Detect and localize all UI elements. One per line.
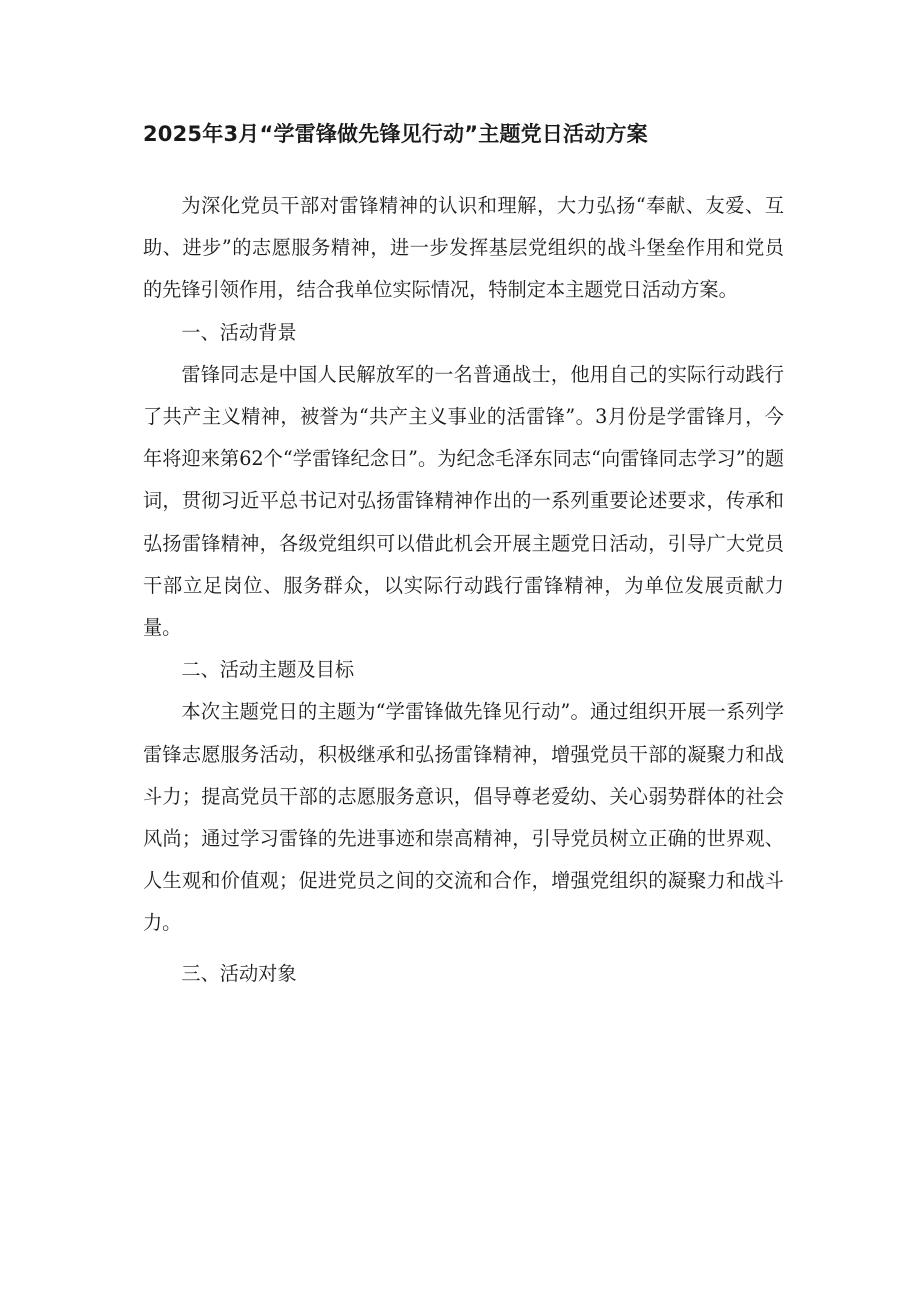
section-body-background: 雷锋同志是中国人民解放军的一名普通战士，他用自己的实际行动践行了共产主义精神，被誉为“共产主义事业的活雷锋”。3月份是学雷锋月，今年将迎来第62个“学雷锋纪念日”。为纪念毛泽东同志“向雷锋同志学习”的题词，贯彻习近平总书记对弘扬雷锋精神作出的一系列重要论述要求，传承和弘扬雷锋精神，各级党组织可以借此机会开展主题党日活动，引导广大党员干部立足岗位、服务群众，以实际行动践行雷锋精神，为单位发展贡献力量。 bbox=[143, 362, 784, 640]
intro-paragraph: 为深化党员干部对雷锋精神的认识和理解，大力弘扬“奉献、友爱、互助、进步”的志愿服务精神，进一步发挥基层党组织的战斗堡垒作用和党员的先锋引领作用，结合我单位实际情况，特制定本主题党日活动方案。 bbox=[143, 194, 784, 302]
section-body-theme-goals: 本次主题党日的主题为“学雷锋做先锋见行动”。通过组织开展一系列学雷锋志愿服务活动，积极继承和弘扬雷锋精神，增强党员干部的凝聚力和战斗力；提高党员干部的志愿服务意识，倡导尊老爱幼、关心弱势群体的社会风尚；通过学习雷锋的先进事迹和崇高精神，引导党员树立正确的世界观、人生观和价值观；促进党员之间的交流和合作，增强党组织的凝聚力和战斗力。 bbox=[143, 700, 784, 935]
section-heading-theme-goals: 二、活动主题及目标 bbox=[181, 658, 355, 682]
document-title: 2025年3月“学雷锋做先锋见行动”主题党日活动方案 bbox=[143, 122, 648, 146]
section-heading-participants: 三、活动对象 bbox=[181, 961, 297, 985]
section-heading-background: 一、活动背景 bbox=[181, 320, 297, 344]
